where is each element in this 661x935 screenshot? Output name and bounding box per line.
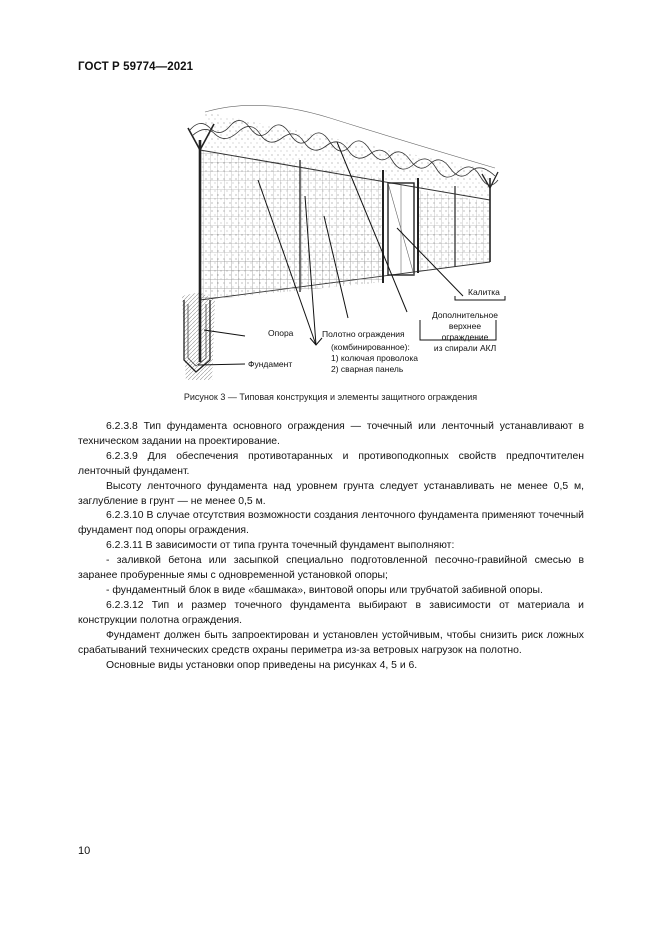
panel-label-4: 2) сварная панель (331, 364, 404, 374)
paragraph: 6.2.3.11 В зависимости от типа грунта точечный фундамент выполняют: (106, 540, 455, 552)
panel-label-2: (комбинированное): (331, 342, 410, 352)
foundation-label: Фундамент (248, 359, 293, 369)
panel-label-3: 1) колючая проволока (331, 353, 418, 363)
paragraph: 6.2.3.12 Тип и размер точечного фундамента выбирают в зависимости от материала и конструкции полотна ограждения. (78, 599, 584, 626)
extra-fence-label-3: ограждение (441, 332, 489, 342)
paragraph: 6.2.3.10 В случае отсутствия возможности создания ленточного фундамента применяют точечный фундамент под опоры ограждения. (78, 510, 584, 537)
paragraph: 6.2.3.8 Тип фундамента основного ограждения — точечный или ленточный устанавливают в техническом задании на проектирование. (78, 421, 584, 447)
paragraph: Высоту ленточного фундамента над уровнем грунта следует устанавливать не менее 0,5 м, заглубление в грунт — не менее 0,5 м. (78, 480, 584, 507)
extra-fence-label-4: из спирали АКЛ (433, 343, 497, 353)
ground-section (182, 292, 215, 380)
page-number: 10 (78, 845, 91, 857)
fence-panel (200, 112, 490, 300)
figure-caption: Рисунок 3 — Типовая конструкция и элементы защитного ограждения (183, 392, 478, 402)
paragraph: Фундамент должен быть запроектирован и установлен устойчивым, чтобы снизить риск ложных срабатываний технических средств охраны периметра из-за ветровых нагрузок на полотно. (78, 629, 584, 656)
extra-fence-label-1: Дополнительное (432, 310, 498, 320)
document-header: ГОСТ Р 59774—2021 (78, 61, 194, 73)
fence-figure (0, 0, 661, 380)
list-item: - фундаментный блок в виде «башмака», винтовой опоры или трубчатой забивной опоры. (106, 584, 543, 596)
list-item: - заливкой бетона или засыпкой специально подготовленной песочно-гравийной смесью в заранее пробуренные ямы с одновременной установкой опоры; (78, 555, 584, 582)
fence-illustration (0, 0, 661, 380)
body-text (78, 420, 584, 673)
paragraph: Основные виды установки опор приведены на рисунках 4, 5 и 6. (106, 659, 418, 671)
gate (388, 183, 414, 275)
gate-label: Калитка (468, 287, 500, 297)
paragraph: 6.2.3.9 Для обеспечения противотаранных и противоподкопных свойств предпочтителен ленточный фундамент. (78, 450, 584, 477)
post-label: Опора (268, 328, 294, 338)
extra-fence-label-2: верхнее (448, 321, 482, 331)
panel-label-1: Полотно ограждения (322, 329, 405, 339)
